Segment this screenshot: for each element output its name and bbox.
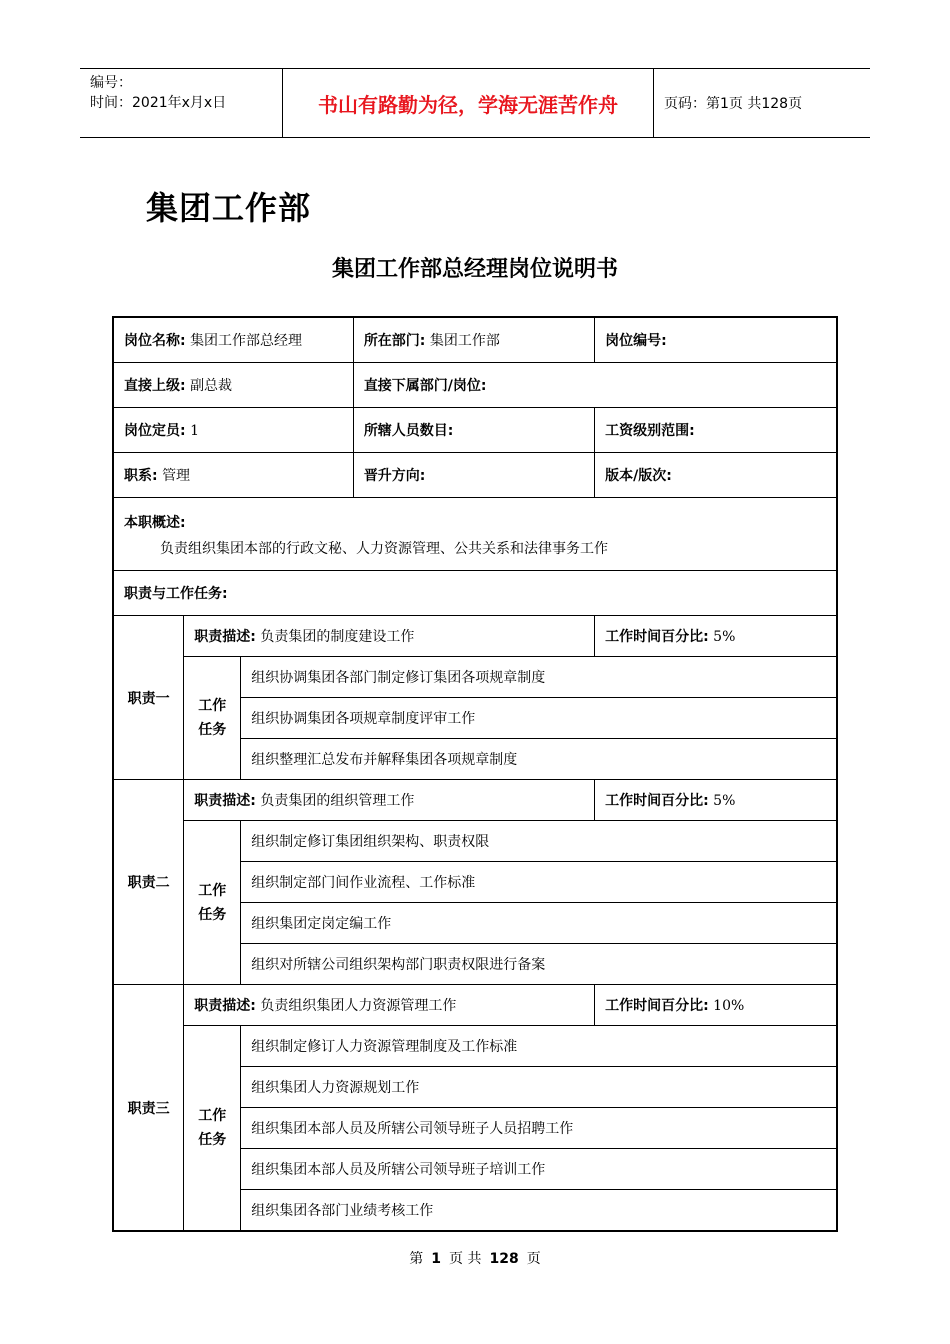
task-label: 工作任务 [198,1108,227,1148]
time-label: 时间：2021年x月x日 [90,95,227,111]
footer-page: 1 [431,1251,442,1267]
dept-value: 集团工作部 [429,333,500,349]
overview-label: 本职概述: [124,515,186,531]
task-text: 组织集团本部人员及所辖公司领导班子培训工作 [251,1162,546,1178]
task-label: 工作任务 [198,698,227,738]
duties-header-row [113,571,837,616]
task-text: 组织集团人力资源规划工作 [251,1080,420,1096]
duty-desc-label: 职责描述: [194,629,256,645]
time-pct-value: 5% [713,629,736,645]
headcount-label: 岗位定员: [124,423,186,439]
managed-label: 所辖人员数目: [363,423,454,439]
task-text: 组织整理汇总发布并解释集团各项规章制度 [251,752,518,768]
doc-title: 集团工作部总经理岗位说明书 [331,257,618,282]
info-row [113,408,837,453]
job-description-table [112,316,838,1232]
task-text: 组织制定部门间作业流程、工作标准 [251,875,476,891]
series-value: 管理 [162,468,191,484]
dept-label: 所在部门: [363,333,426,349]
dept-title: 集团工作部 [146,189,312,227]
footer-total: 128 [489,1251,519,1267]
page-header [80,68,870,138]
duty-name: 职责三 [127,1100,170,1117]
subordinate-label: 直接下属部门/岗位: [363,378,487,394]
task-text: 组织对所辖公司组织架构部门职责权限进行备案 [251,957,546,973]
promotion-label: 晋升方向: [363,468,426,484]
task-text: 组织集团各部门业绩考核工作 [251,1203,434,1219]
footer-prefix: 第 [409,1251,424,1267]
duty-desc-value: 负责集团的制度建设工作 [260,629,415,645]
task-text: 组织协调集团各项规章制度评审工作 [251,711,476,727]
task-row [113,1026,837,1067]
task-text: 组织协调集团各部门制定修订集团各项规章制度 [251,670,546,686]
header-left [80,69,282,137]
page-footer [0,1248,950,1268]
header-motto: 书山有路勤为径，学海无涯苦作舟 [282,69,654,137]
duty-desc-value: 负责集团的组织管理工作 [260,793,415,809]
duty-desc-row [113,985,837,1026]
duties-label: 职责与工作任务: [124,586,228,602]
time-pct-label: 工作时间百分比: [605,629,709,645]
position-no-label: 岗位编号: [605,333,667,349]
duty-desc-row [113,616,837,657]
duty-desc-value: 负责组织集团人力资源管理工作 [260,998,457,1014]
time-pct-label: 工作时间百分比: [605,998,709,1014]
footer-suffix: 页 [526,1251,541,1267]
time-pct-value: 5% [713,793,736,809]
task-row [113,821,837,862]
duty-desc-row [113,780,837,821]
duty-name: 职责一 [127,690,170,707]
position-name-label: 岗位名称: [124,333,186,349]
task-text: 组织制定修订人力资源管理制度及工作标准 [251,1039,518,1055]
overview-row [113,498,837,571]
duty-desc-label: 职责描述: [194,998,256,1014]
duty-name: 职责二 [127,875,170,891]
task-text: 组织制定修订集团组织架构、职责权限 [251,834,490,850]
superior-value: 副总裁 [190,378,233,394]
info-row [113,363,837,408]
duty-desc-label: 职责描述: [194,793,256,809]
time-pct-value: 10% [713,998,745,1014]
info-row [113,453,837,498]
number-label: 编号： [90,75,132,91]
task-row [113,657,837,698]
header-page-info: 页码：第1页 共128页 [664,96,803,112]
superior-label: 直接上级: [124,378,186,394]
task-text: 组织集团定岗定编工作 [251,916,392,932]
task-text: 组织集团本部人员及所辖公司领导班子人员招聘工作 [251,1121,574,1137]
version-label: 版本/版次: [605,468,672,484]
time-pct-label: 工作时间百分比: [605,793,709,809]
task-label: 工作任务 [198,882,227,923]
series-label: 职系: [124,468,158,484]
footer-mid: 页 共 [449,1251,482,1267]
salary-label: 工资级别范围: [605,423,695,439]
headcount-value: 1 [190,423,199,439]
overview-text: 负责组织集团本部的行政文秘、人力资源管理、公共关系和法律事务工作 [160,541,608,557]
info-row [113,317,837,363]
position-name-value: 集团工作部总经理 [190,333,303,349]
